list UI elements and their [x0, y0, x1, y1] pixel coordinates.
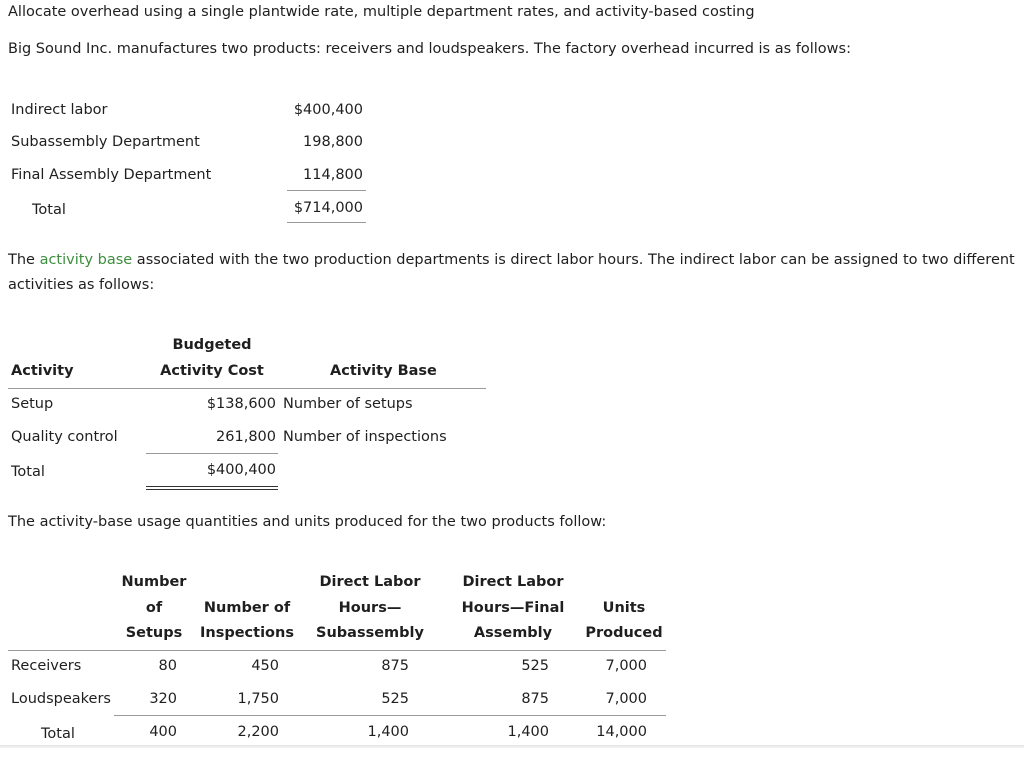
activity-row-label: Setup: [11, 396, 54, 412]
overhead-row-value: $400,400: [293, 102, 363, 118]
subtotal-rule: [146, 453, 278, 454]
header-rule: [8, 650, 666, 651]
dl-sub-header-3: Subassembly: [316, 625, 424, 641]
activity-total-label: Total: [11, 464, 45, 480]
usage-setups: 80: [158, 658, 177, 674]
usage-row-label: Loudspeakers: [11, 691, 111, 707]
total-rule: [287, 222, 366, 223]
activity-paragraph: [8, 252, 1015, 268]
usage-units: 7,000: [605, 658, 647, 674]
usage-units: 7,000: [605, 691, 647, 707]
overhead-total-value: $714,000: [293, 200, 363, 216]
activity-header: Activity: [11, 363, 74, 379]
setups-header-3: Setups: [125, 625, 183, 641]
overhead-row-label: Indirect labor: [11, 102, 108, 118]
activity-paragraph-line2: activities as follows:: [8, 277, 155, 293]
overhead-row-value: 114,800: [303, 167, 363, 183]
dl-sub-header-2: Hours—: [338, 600, 402, 616]
activity-row-base: Number of inspections: [283, 429, 447, 445]
usage-total-units: 14,000: [596, 724, 647, 740]
activity-row-cost: $138,600: [206, 396, 276, 412]
activity-base-link[interactable]: activity base: [39, 252, 133, 268]
header-rule: [8, 388, 486, 389]
activity-row-cost: 261,800: [216, 429, 276, 445]
para-text: The: [8, 252, 40, 268]
usage-inspections: 1,750: [237, 691, 279, 707]
usage-total-inspections: 2,200: [237, 724, 279, 740]
subtotal-rule: [287, 190, 366, 191]
usage-dl-final: 875: [521, 691, 549, 707]
usage-inspections: 450: [251, 658, 279, 674]
overhead-row-label: Subassembly Department: [11, 134, 200, 150]
usage-row-label: Receivers: [11, 658, 82, 674]
setups-header-1: Number: [121, 574, 187, 590]
bottom-scroll-edge: [0, 745, 1024, 748]
usage-dl-final: 525: [521, 658, 549, 674]
subtotal-rule: [114, 715, 666, 716]
activity-row-base: Number of setups: [283, 396, 413, 412]
units-header-1: Units: [602, 600, 646, 616]
overhead-total-label: Total: [32, 202, 66, 218]
double-rule-bottom: [146, 489, 278, 490]
double-rule-top: [146, 486, 278, 487]
usage-total-dl-final: 1,400: [507, 724, 549, 740]
usage-paragraph: The activity-base usage quantities and units produced for the two products follow:: [8, 514, 607, 530]
page-title: Allocate overhead using a single plantwide rate, multiple department rates, and activity-based costing: [8, 4, 755, 20]
inspections-header-2: Inspections: [200, 625, 294, 641]
usage-total-label: Total: [41, 726, 75, 742]
units-header-2: Produced: [585, 625, 663, 641]
cost-header-line1: Budgeted: [172, 337, 252, 353]
dl-final-header-3: Assembly: [473, 625, 553, 641]
para-text: associated with the two production departments is direct labor hours. The indirect labor can be assigned to two different: [132, 252, 1015, 268]
usage-dl-sub: 525: [381, 691, 409, 707]
usage-dl-sub: 875: [381, 658, 409, 674]
overhead-row-value: 198,800: [303, 134, 363, 150]
activity-total-cost: $400,400: [206, 462, 276, 478]
usage-setups: 320: [149, 691, 177, 707]
intro-text: Big Sound Inc. manufactures two products: receivers and loudspeakers. The factory overhead incurred is as follows:: [8, 41, 851, 57]
dl-final-header-2: Hours—Final: [461, 600, 565, 616]
setups-header-2: of: [145, 600, 163, 616]
usage-total-setups: 400: [149, 724, 177, 740]
dl-final-header-1: Direct Labor: [462, 574, 564, 590]
dl-sub-header-1: Direct Labor: [319, 574, 421, 590]
activity-row-label: Quality control: [11, 429, 118, 445]
inspections-header-1: Number of: [203, 600, 291, 616]
base-header: Activity Base: [330, 363, 437, 379]
cost-header-line2: Activity Cost: [160, 363, 264, 379]
usage-total-dl-sub: 1,400: [367, 724, 409, 740]
overhead-row-label: Final Assembly Department: [11, 167, 212, 183]
